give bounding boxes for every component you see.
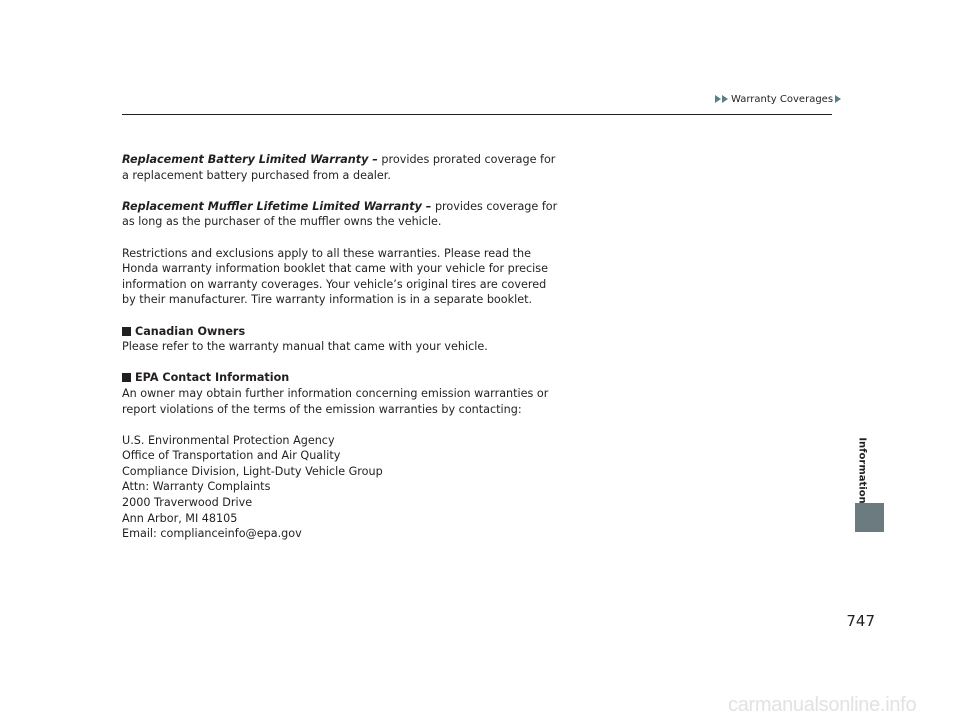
page-content <box>122 152 562 542</box>
restrictions-paragraph: Restrictions and exclusions apply to all these warranties. Please read the Honda warranty information booklet that came with your vehicle for precise information on warranty coverages. Your vehicle’s original tires are covered by their manufacturer. Tire warranty information is in a separate booklet. <box>122 246 548 307</box>
address-line: Attn: Warranty Complaints <box>122 480 271 494</box>
breadcrumb <box>715 94 841 106</box>
address-line: Ann Arbor, MI 48105 <box>122 511 238 525</box>
battery-warranty-paragraph <box>122 152 562 183</box>
muffler-warranty-title: Replacement Muffler Lifetime Limited Warranty – <box>122 199 432 213</box>
epa-contact-heading: EPA Contact Information <box>122 370 562 386</box>
watermark: carmanualsonline.info <box>728 694 917 716</box>
page-number: 747 <box>846 612 875 630</box>
canadian-owners-heading: Canadian Owners <box>122 324 562 340</box>
muffler-warranty-text: provides coverage for as long as the purchaser of the muffler owns the vehicle. <box>122 199 558 229</box>
canadian-owners-text: Please refer to the warranty manual that came with your vehicle. <box>122 340 488 354</box>
breadcrumb-arrow-icon <box>715 95 721 103</box>
email-link[interactable]: Email: complianceinfo@epa.gov <box>122 527 302 541</box>
muffler-warranty-paragraph <box>122 199 562 230</box>
address-line: Compliance Division, Light-Duty Vehicle Group <box>122 464 383 478</box>
breadcrumb-arrow-icon <box>835 95 841 103</box>
section-tab[interactable] <box>855 503 884 532</box>
address-line: U.S. Environmental Protection Agency <box>122 433 335 447</box>
header-rule <box>122 114 832 115</box>
address-line: Office of Transportation and Air Quality <box>122 449 341 463</box>
epa-contact-text: An owner may obtain further information concerning emission warranties or report violations of the terms of the emission warranties by contacting: <box>122 386 549 416</box>
section-bullet-icon <box>122 373 131 382</box>
battery-warranty-title: Replacement Battery Limited Warranty – <box>122 153 378 166</box>
section-bullet-icon <box>122 327 131 336</box>
section-side-label: Information <box>856 436 868 504</box>
breadcrumb-arrow-icon <box>722 95 728 103</box>
battery-warranty-text: provides prorated coverage for a replacement battery purchased from a dealer. <box>122 153 556 182</box>
address-line: 2000 Traverwood Drive <box>122 496 253 510</box>
breadcrumb-label[interactable]: Warranty Coverages <box>731 94 834 105</box>
epa-address-block <box>122 433 562 542</box>
